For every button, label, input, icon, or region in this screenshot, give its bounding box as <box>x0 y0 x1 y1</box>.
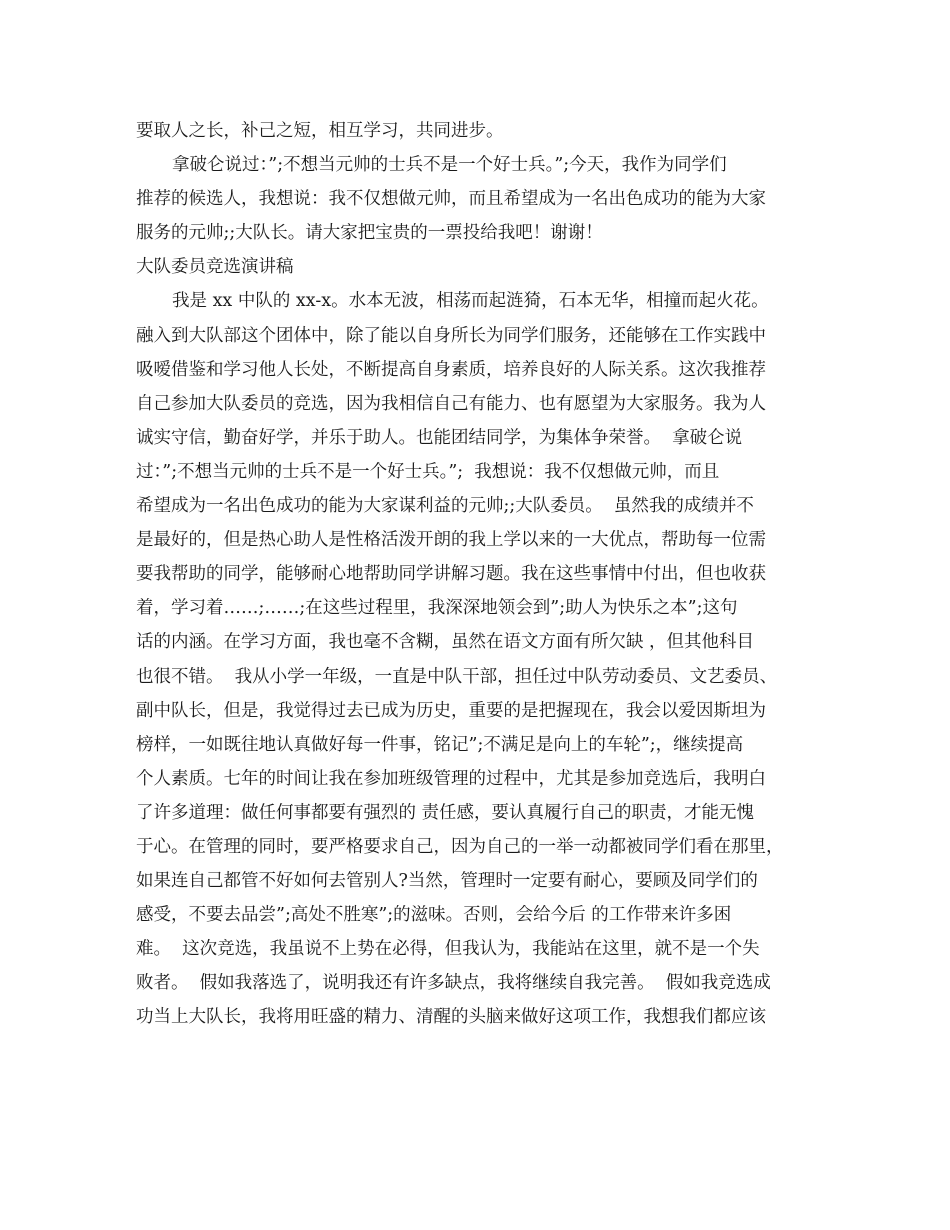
text-line: 了许多道理：做任何事都要有强烈的 责任感，要认真履行自己的职责，才能无愧 <box>136 802 755 823</box>
text-line: 副中队长，但是，我觉得过去已成为历史，重要的是把握现在，我会以爱因斯坦为 <box>136 700 766 721</box>
text-line: 过：”;不想当元帅的士兵不是一个好士兵。”; 我想说：我不仅想做元帅，而且 <box>136 461 720 482</box>
text-line: 于心。在管理的同时，要严格要求自己，因为自己的一举一动都被同学们看在那里， <box>136 836 784 857</box>
text-line: 也很不错。 我从小学一年级，一直是中队干部，担任过中队劳动委员、文艺委员、 <box>136 666 778 687</box>
text-line: 要取人之长，补己之短，相互学习，共同进步。 <box>136 121 504 141</box>
text-line: 融入到大队部这个团体中，除了能以自身所长为同学们服务，还能够在工作实践中 <box>136 325 766 346</box>
text-line: 要我帮助的同学，能够耐心地帮助同学讲解习题。我在这些事情中付出，但也收获 <box>136 564 766 585</box>
text-line: 榜样，一如既往地认真做好每一件事，铭记”;不满足是向上的车轮”;，继续提高 <box>136 734 744 755</box>
section-title: 大队委员竞选演讲稿 <box>136 257 294 278</box>
text-line: 个人素质。七年的时间让我在参加班级管理的过程中，尤其是参加竞选后，我明白 <box>136 768 766 789</box>
text-line: 话的内涵。在学习方面，我也毫不含糊，虽然在语文方面有所欠缺 ，但其他科目 <box>136 632 755 653</box>
text-line: 吸嗳借鉴和学习他人长处，不断提高自身素质，培养良好的人际关系。这次我推荐 <box>136 359 766 380</box>
text-line: 着，学习着……;……;在这些过程里，我深深地领会到”;助人为快乐之本”;这句 <box>136 598 738 619</box>
text-line: 我是 xx 中队的 xx-x。水本无波，相荡而起涟猗，石本无华，相撞而起火花。 <box>172 291 769 312</box>
text-line: 是最好的，但是热心助人是性格活泼开朗的我上学以来的一大优点，帮助每一位需 <box>136 530 766 551</box>
text-line: 推荐的候选人，我想说：我不仅想做元帅，而且希望成为一名出色成功的能为大家 <box>136 189 766 210</box>
text-line: 感受，不要去品尝”;高处不胜寒”;的滋味。否则，会给今后 的工作带来许多困 <box>136 905 732 926</box>
text-line: 诚实守信，勤奋好学，并乐于助人。也能团结同学，为集体争荣誉。 拿破仑说 <box>136 427 743 448</box>
text-line: 难。 这次竞选，我虽说不上势在必得，但我认为，我能站在这里，就不是一个失 <box>136 939 760 960</box>
document-body <box>136 114 816 1035</box>
text-line: 败者。 假如我落选了，说明我还有许多缺点，我将继续自我完善。 假如我竞选成 <box>136 973 771 994</box>
text-line: 功当上大队长，我将用旺盛的精力、清醒的头脑来做好这项工作，我想我们都应该 <box>136 1007 766 1028</box>
text-line: 希望成为一名出色成功的能为大家谋利益的元帅;;大队委员。 虽然我的成绩并不 <box>136 496 754 517</box>
text-line: 自己参加大队委员的竞选，因为我相信自己有能力、也有愿望为大家服务。我为人 <box>136 393 766 414</box>
text-line: 拿破仑说过：”;不想当元帅的士兵不是一个好士兵。”;今天，我作为同学们 <box>172 155 727 176</box>
text-line: 如果连自己都管不好如何去管别人?当然，管理时一定要有耐心，要顾及同学们的 <box>136 871 758 892</box>
text-line: 服务的元帅;;大队长。请大家把宝贵的一票投给我吧！谢谢！ <box>136 223 603 244</box>
